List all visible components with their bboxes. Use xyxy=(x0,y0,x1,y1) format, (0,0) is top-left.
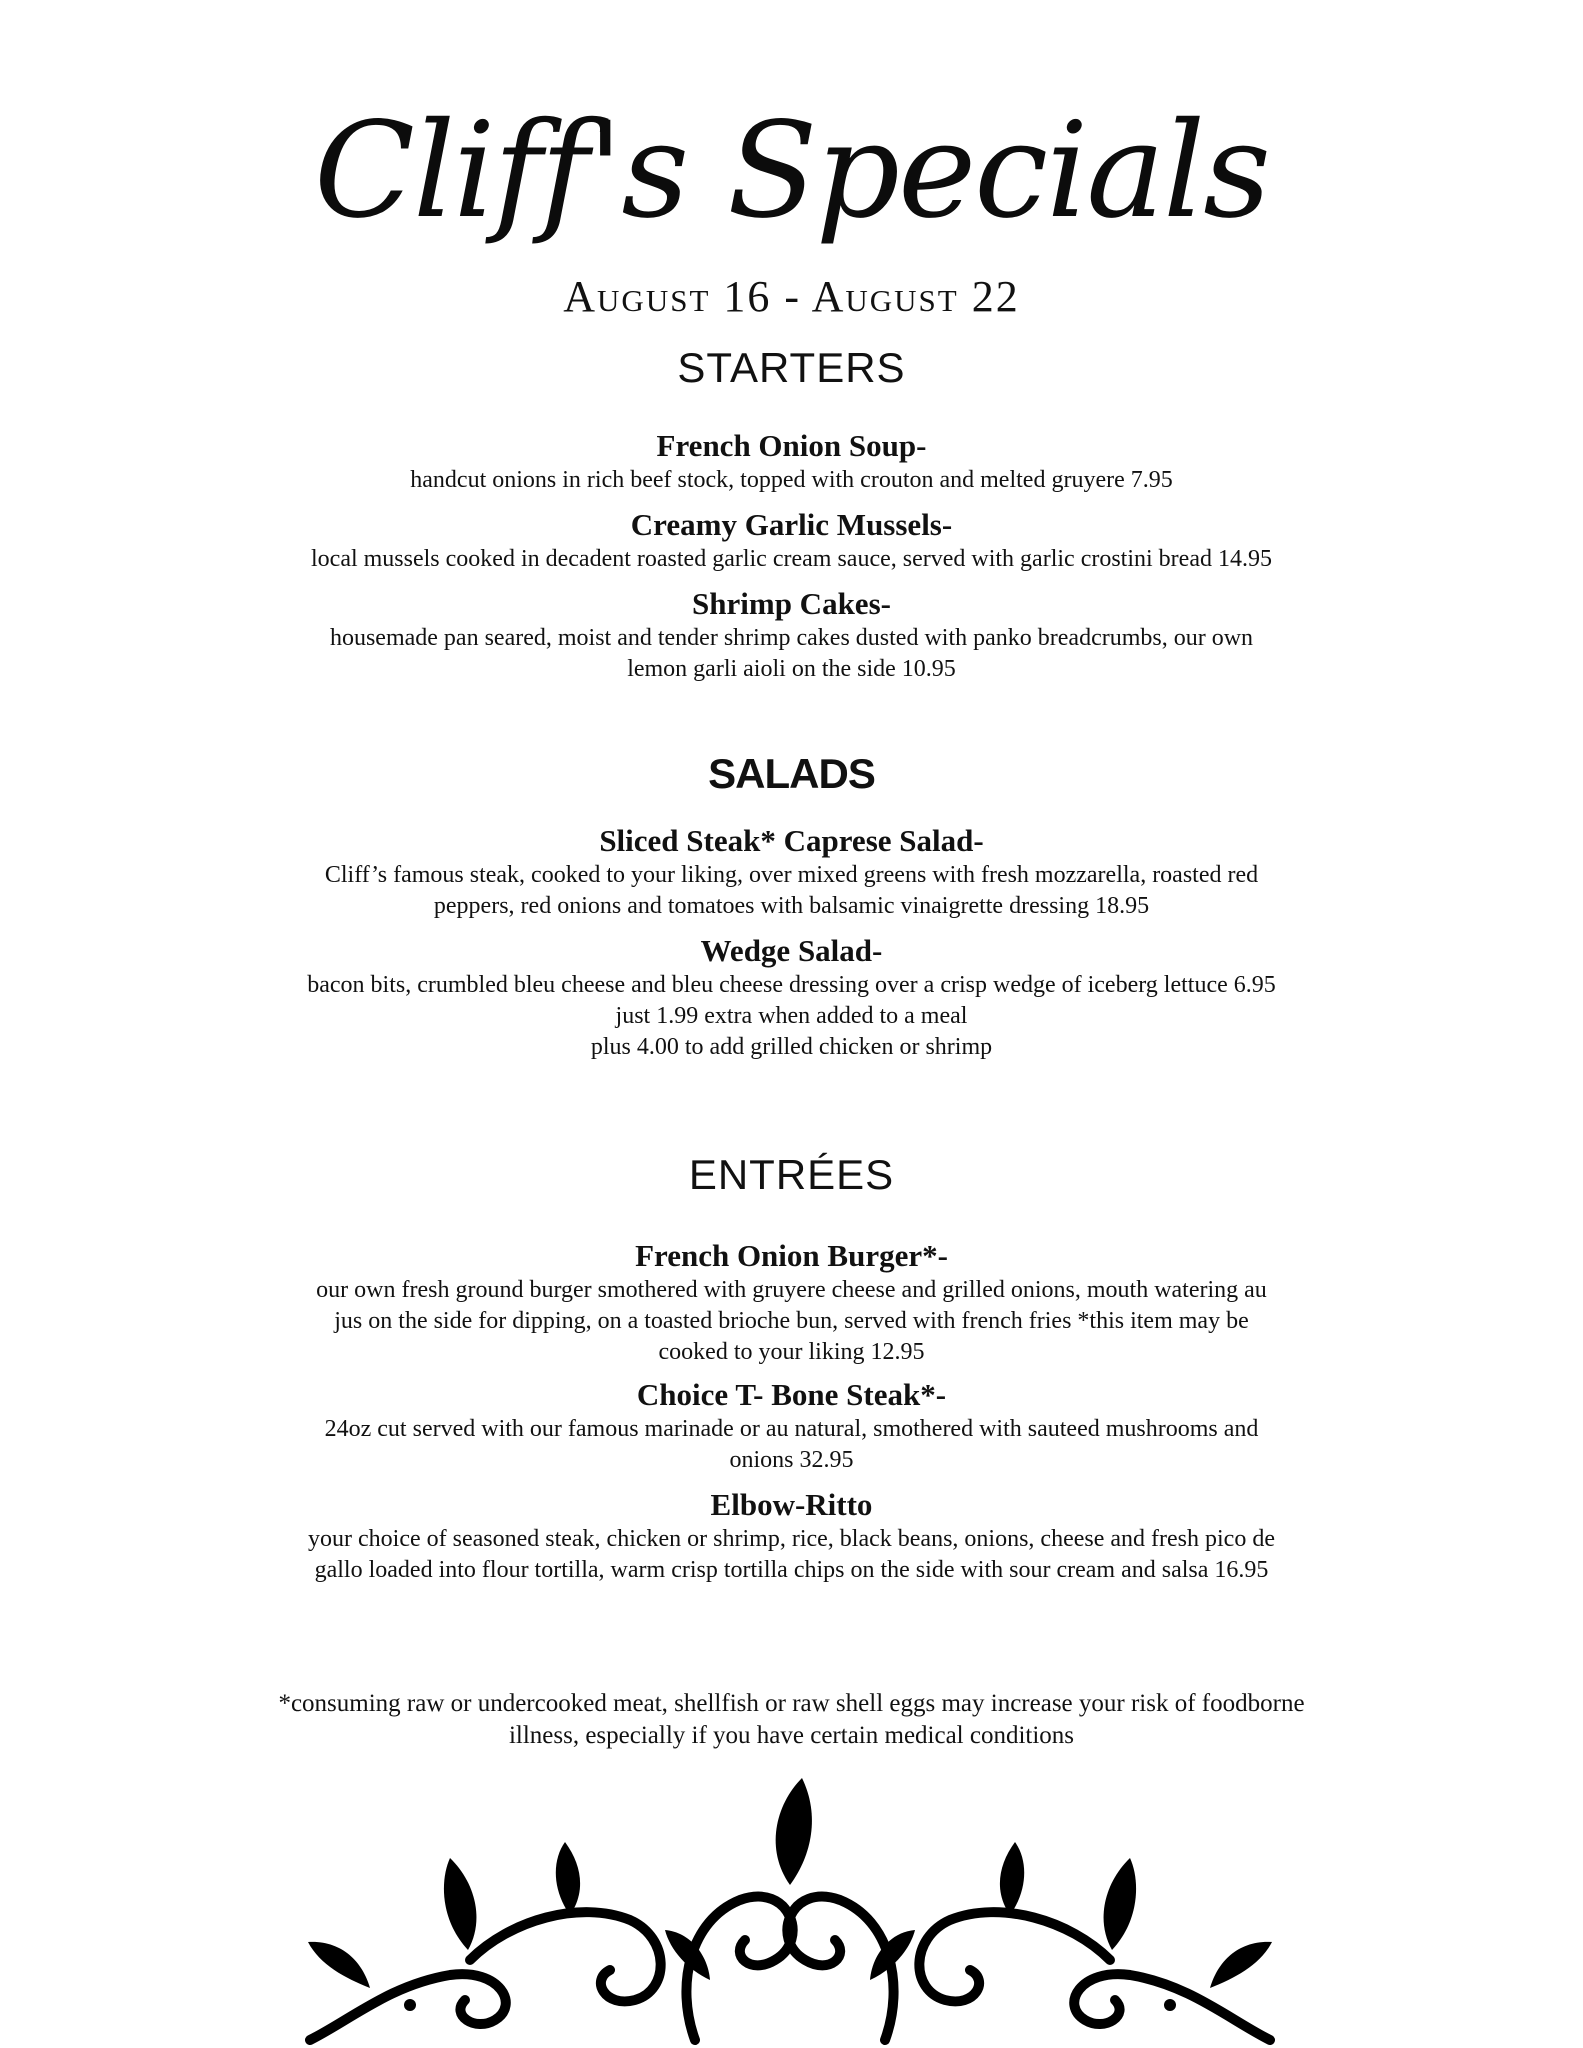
salads-heading: SALADS xyxy=(708,750,875,797)
entrees-heading: ENTRÉES xyxy=(688,1151,895,1198)
disclaimer-line: illness, especially if you have certain medical conditions xyxy=(508,1722,1075,1749)
item-description: bacon bits, crumbled bleu cheese and bleu cheese dressing over a crisp wedge of iceberg lettuce 6.95 xyxy=(307,972,1276,998)
item-description: gallo loaded into flour tortilla, warm crisp tortilla chips on the side with sour cream and salsa 16.95 xyxy=(314,1557,1269,1583)
menu-item-french-onion-burger xyxy=(0,1237,1583,1368)
item-name: French Onion Soup- xyxy=(656,428,927,463)
disclaimer-line: *consuming raw or undercooked meat, shellfish or raw shell eggs may increase your risk of foodborne xyxy=(278,1690,1305,1717)
item-description: Cliff’s famous steak, cooked to your liking, over mixed greens with fresh mozzarella, roasted red xyxy=(324,862,1259,888)
item-description: your choice of seasoned steak, chicken or shrimp, rice, black beans, onions, cheese and fresh pico de xyxy=(308,1526,1275,1552)
item-name: Wedge Salad- xyxy=(700,933,883,968)
foodborne-illness-disclaimer xyxy=(0,1688,1583,1752)
item-name: Elbow-Ritto xyxy=(710,1487,873,1522)
item-description: onions 32.95 xyxy=(729,1447,854,1473)
floral-flourish-icon xyxy=(290,1770,1290,2048)
item-description: just 1.99 extra when added to a meal xyxy=(615,1003,968,1029)
item-description: jus on the side for dipping, on a toasted brioche bun, served with french fries *this item may be xyxy=(334,1308,1249,1334)
menu-item-creamy-garlic-mussels xyxy=(0,506,1583,575)
item-name: Choice T- Bone Steak*- xyxy=(636,1377,947,1412)
menu-item-elbow-ritto xyxy=(0,1486,1583,1586)
item-description: plus 4.00 to add grilled chicken or shrimp xyxy=(590,1034,993,1060)
item-description: local mussels cooked in decadent roasted garlic cream sauce, served with garlic crostini bread 14.95 xyxy=(311,546,1272,572)
menu-item-sliced-steak-caprese-salad xyxy=(0,822,1583,922)
item-name: Sliced Steak* Caprese Salad- xyxy=(599,823,984,858)
date-range: August 16 - August 22 xyxy=(563,272,1020,321)
page-title: Cliff's Specials xyxy=(314,94,1269,248)
menu-item-french-onion-soup xyxy=(0,427,1583,496)
starters-heading: STARTERS xyxy=(677,344,906,391)
item-description: lemon garli aioli on the side 10.95 xyxy=(627,656,956,682)
item-description: housemade pan seared, moist and tender shrimp cakes dusted with panko breadcrumbs, our own xyxy=(329,625,1254,651)
menu-item-shrimp-cakes xyxy=(0,585,1583,685)
menu-item-wedge-salad xyxy=(0,932,1583,1063)
item-name: Creamy Garlic Mussels- xyxy=(630,507,953,542)
item-name: French Onion Burger*- xyxy=(635,1238,948,1273)
item-name: Shrimp Cakes- xyxy=(692,586,891,621)
item-description: our own fresh ground burger smothered with gruyere cheese and grilled onions, mouth watering au xyxy=(316,1277,1267,1303)
item-description: peppers, red onions and tomatoes with balsamic vinaigrette dressing 18.95 xyxy=(433,893,1150,919)
item-description: 24oz cut served with our famous marinade or au natural, smothered with sauteed mushrooms and xyxy=(324,1416,1259,1442)
item-description: cooked to your liking 12.95 xyxy=(658,1339,925,1365)
item-description: handcut onions in rich beef stock, topped with crouton and melted gruyere 7.95 xyxy=(410,467,1173,493)
menu-item-choice-t-bone-steak xyxy=(0,1376,1583,1476)
